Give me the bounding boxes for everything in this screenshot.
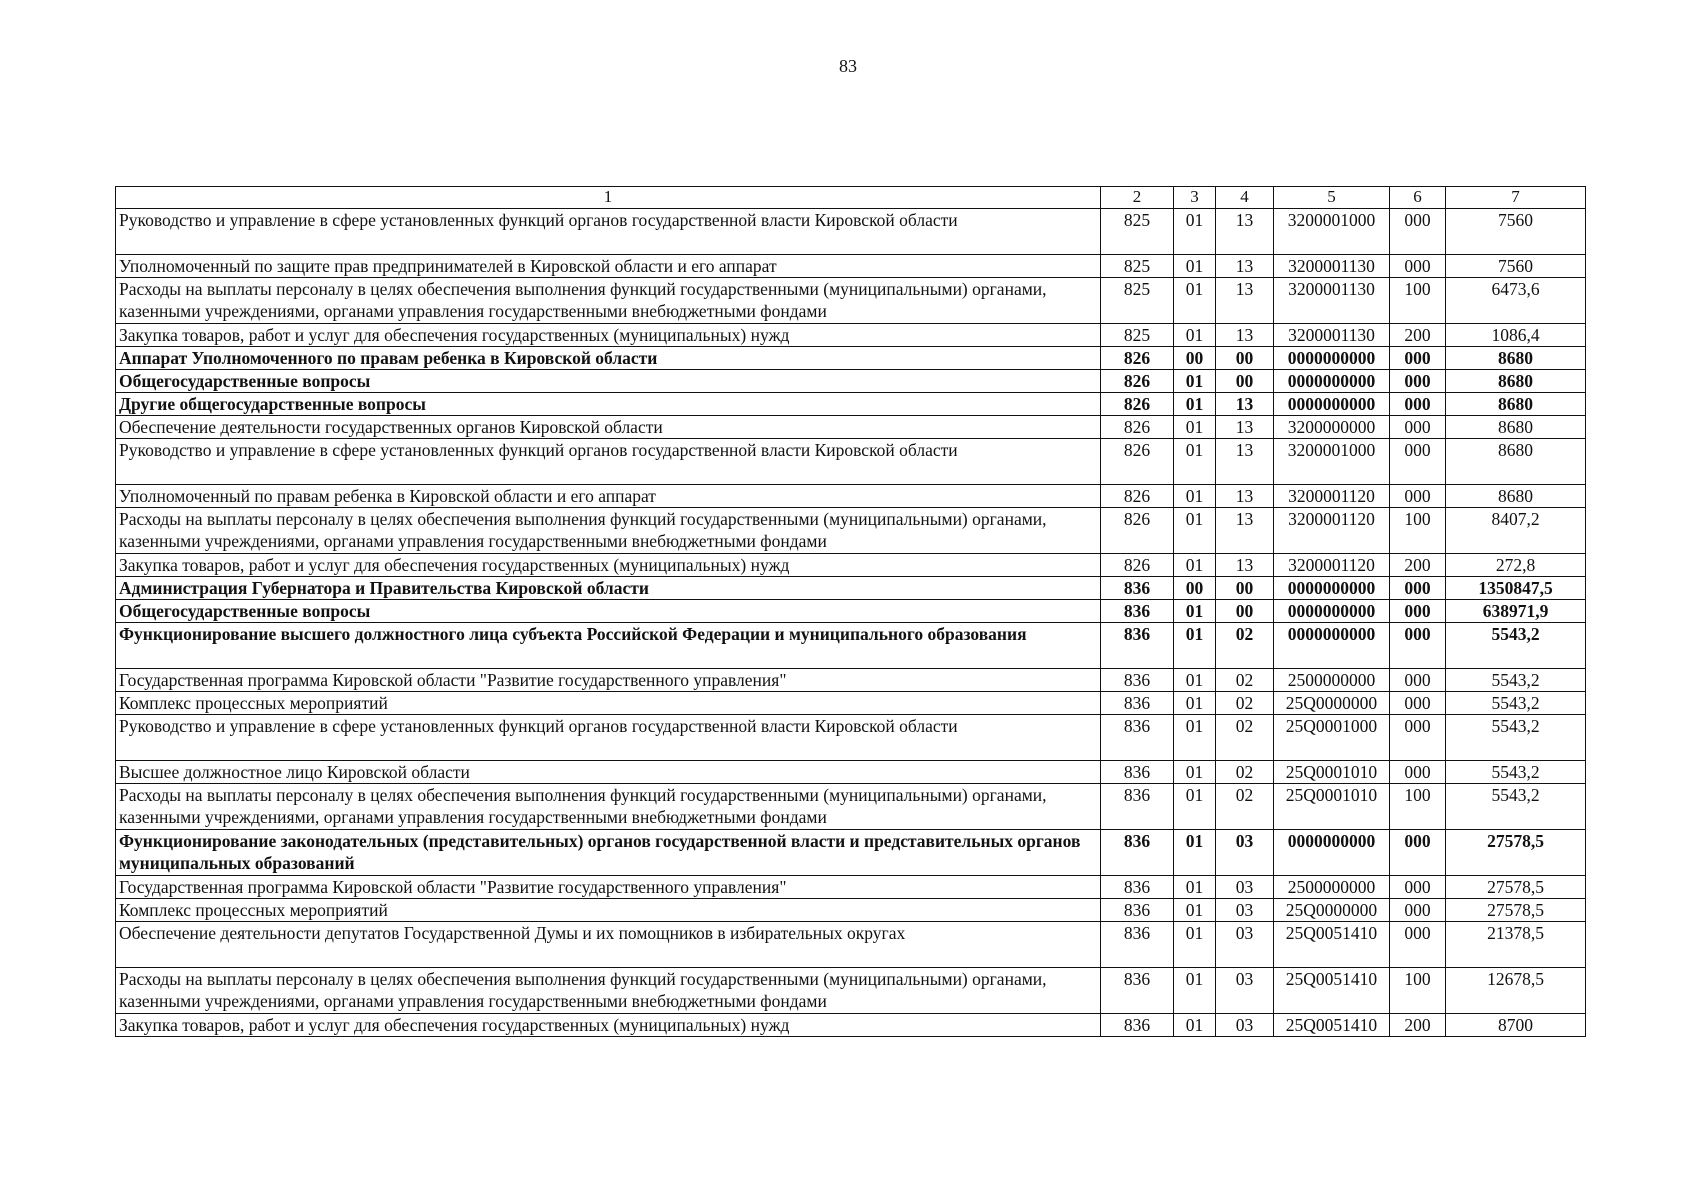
row-name-cell: Общегосударственные вопросы bbox=[116, 600, 1101, 623]
subsection-code-cell: 02 bbox=[1216, 715, 1274, 761]
section-code-cell: 01 bbox=[1174, 830, 1216, 876]
target-article-cell: 0000000000 bbox=[1274, 623, 1390, 669]
table-row bbox=[116, 577, 1586, 600]
chapter-code-cell: 826 bbox=[1101, 508, 1174, 554]
target-article-cell: 2500000000 bbox=[1274, 876, 1390, 899]
section-code-cell: 01 bbox=[1174, 439, 1216, 485]
row-name-cell: Администрация Губернатора и Правительства Кировской области bbox=[116, 577, 1101, 600]
target-article-cell: 0000000000 bbox=[1274, 347, 1390, 370]
table-row bbox=[116, 876, 1586, 899]
table-row bbox=[116, 347, 1586, 370]
chapter-code-cell: 826 bbox=[1101, 416, 1174, 439]
section-code-cell: 01 bbox=[1174, 623, 1216, 669]
amount-cell: 5543,2 bbox=[1446, 623, 1586, 669]
row-name-cell: Обеспечение деятельности депутатов Государственной Думы и их помощников в избирательных округах bbox=[116, 922, 1101, 968]
table-row bbox=[116, 439, 1586, 485]
header-cell: 5 bbox=[1274, 187, 1390, 209]
amount-cell: 5543,2 bbox=[1446, 761, 1586, 784]
section-code-cell: 01 bbox=[1174, 209, 1216, 255]
section-code-cell: 01 bbox=[1174, 508, 1216, 554]
section-code-cell: 01 bbox=[1174, 255, 1216, 278]
subsection-code-cell: 00 bbox=[1216, 577, 1274, 600]
row-name-cell: Высшее должностное лицо Кировской области bbox=[116, 761, 1101, 784]
target-article-cell: 25Q0051410 bbox=[1274, 1014, 1390, 1037]
subsection-code-cell: 02 bbox=[1216, 669, 1274, 692]
section-code-cell: 01 bbox=[1174, 922, 1216, 968]
table-row bbox=[116, 922, 1586, 968]
chapter-code-cell: 836 bbox=[1101, 922, 1174, 968]
section-code-cell: 01 bbox=[1174, 669, 1216, 692]
row-name-cell: Функционирование высшего должностного лица субъекта Российской Федерации и муниципального образования bbox=[116, 623, 1101, 669]
table-row bbox=[116, 485, 1586, 508]
table-row bbox=[116, 278, 1586, 324]
row-name-cell: Расходы на выплаты персоналу в целях обеспечения выполнения функций государственными (муниципальными) органами, казенными учреждениями, органами управления государственными внебюджетными фондами bbox=[116, 508, 1101, 554]
expense-type-cell: 000 bbox=[1390, 577, 1446, 600]
header-cell: 1 bbox=[116, 187, 1101, 209]
expense-type-cell: 200 bbox=[1390, 324, 1446, 347]
row-name-cell: Закупка товаров, работ и услуг для обеспечения государственных (муниципальных) нужд bbox=[116, 554, 1101, 577]
expense-type-cell: 000 bbox=[1390, 830, 1446, 876]
section-code-cell: 01 bbox=[1174, 416, 1216, 439]
expense-type-cell: 000 bbox=[1390, 692, 1446, 715]
chapter-code-cell: 836 bbox=[1101, 692, 1174, 715]
expense-type-cell: 000 bbox=[1390, 209, 1446, 255]
subsection-code-cell: 13 bbox=[1216, 485, 1274, 508]
expense-type-cell: 000 bbox=[1390, 416, 1446, 439]
amount-cell: 5543,2 bbox=[1446, 669, 1586, 692]
target-article-cell: 0000000000 bbox=[1274, 600, 1390, 623]
chapter-code-cell: 826 bbox=[1101, 485, 1174, 508]
amount-cell: 21378,5 bbox=[1446, 922, 1586, 968]
subsection-code-cell: 02 bbox=[1216, 784, 1274, 830]
row-name-cell: Расходы на выплаты персоналу в целях обеспечения выполнения функций государственными (муниципальными) органами, казенными учреждениями, органами управления государственными внебюджетными фондами bbox=[116, 278, 1101, 324]
header-cell: 7 bbox=[1446, 187, 1586, 209]
subsection-code-cell: 13 bbox=[1216, 278, 1274, 324]
section-code-cell: 01 bbox=[1174, 1014, 1216, 1037]
target-article-cell: 3200001130 bbox=[1274, 255, 1390, 278]
table-row bbox=[116, 416, 1586, 439]
section-code-cell: 01 bbox=[1174, 324, 1216, 347]
expense-type-cell: 200 bbox=[1390, 554, 1446, 577]
chapter-code-cell: 826 bbox=[1101, 370, 1174, 393]
section-code-cell: 01 bbox=[1174, 370, 1216, 393]
header-cell: 4 bbox=[1216, 187, 1274, 209]
table-row bbox=[116, 1014, 1586, 1037]
row-name-cell: Руководство и управление в сфере установленных функций органов государственной власти Кировской области bbox=[116, 715, 1101, 761]
chapter-code-cell: 836 bbox=[1101, 715, 1174, 761]
section-code-cell: 01 bbox=[1174, 715, 1216, 761]
table-row bbox=[116, 508, 1586, 554]
chapter-code-cell: 826 bbox=[1101, 439, 1174, 485]
expense-type-cell: 000 bbox=[1390, 485, 1446, 508]
table-row bbox=[116, 784, 1586, 830]
table-row bbox=[116, 255, 1586, 278]
subsection-code-cell: 13 bbox=[1216, 554, 1274, 577]
row-name-cell: Общегосударственные вопросы bbox=[116, 370, 1101, 393]
table-row bbox=[116, 209, 1586, 255]
amount-cell: 7560 bbox=[1446, 255, 1586, 278]
expense-type-cell: 100 bbox=[1390, 278, 1446, 324]
target-article-cell: 25Q0000000 bbox=[1274, 899, 1390, 922]
chapter-code-cell: 825 bbox=[1101, 278, 1174, 324]
chapter-code-cell: 825 bbox=[1101, 255, 1174, 278]
row-name-cell: Комплекс процессных мероприятий bbox=[116, 692, 1101, 715]
target-article-cell: 3200001130 bbox=[1274, 278, 1390, 324]
target-article-cell: 3200001000 bbox=[1274, 439, 1390, 485]
subsection-code-cell: 13 bbox=[1216, 255, 1274, 278]
subsection-code-cell: 00 bbox=[1216, 600, 1274, 623]
section-code-cell: 01 bbox=[1174, 393, 1216, 416]
row-name-cell: Расходы на выплаты персоналу в целях обеспечения выполнения функций государственными (муниципальными) органами, казенными учреждениями, органами управления государственными внебюджетными фондами bbox=[116, 968, 1101, 1014]
target-article-cell: 3200001130 bbox=[1274, 324, 1390, 347]
amount-cell: 27578,5 bbox=[1446, 830, 1586, 876]
expense-type-cell: 200 bbox=[1390, 1014, 1446, 1037]
target-article-cell: 2500000000 bbox=[1274, 669, 1390, 692]
amount-cell: 8680 bbox=[1446, 485, 1586, 508]
amount-cell: 7560 bbox=[1446, 209, 1586, 255]
row-name-cell: Уполномоченный по защите прав предпринимателей в Кировской области и его аппарат bbox=[116, 255, 1101, 278]
amount-cell: 1350847,5 bbox=[1446, 577, 1586, 600]
table-row bbox=[116, 393, 1586, 416]
chapter-code-cell: 836 bbox=[1101, 830, 1174, 876]
header-cell: 3 bbox=[1174, 187, 1216, 209]
chapter-code-cell: 836 bbox=[1101, 600, 1174, 623]
target-article-cell: 0000000000 bbox=[1274, 830, 1390, 876]
header-cell: 2 bbox=[1101, 187, 1174, 209]
amount-cell: 27578,5 bbox=[1446, 876, 1586, 899]
chapter-code-cell: 836 bbox=[1101, 784, 1174, 830]
target-article-cell: 3200001120 bbox=[1274, 508, 1390, 554]
section-code-cell: 01 bbox=[1174, 968, 1216, 1014]
table-row bbox=[116, 968, 1586, 1014]
page-number: 83 bbox=[839, 56, 857, 76]
subsection-code-cell: 03 bbox=[1216, 968, 1274, 1014]
amount-cell: 8680 bbox=[1446, 416, 1586, 439]
amount-cell: 8680 bbox=[1446, 393, 1586, 416]
expense-type-cell: 000 bbox=[1390, 715, 1446, 761]
row-name-cell: Государственная программа Кировской области "Развитие государственного управления" bbox=[116, 876, 1101, 899]
expense-type-cell: 000 bbox=[1390, 393, 1446, 416]
row-name-cell: Закупка товаров, работ и услуг для обеспечения государственных (муниципальных) нужд bbox=[116, 1014, 1101, 1037]
amount-cell: 8680 bbox=[1446, 347, 1586, 370]
subsection-code-cell: 00 bbox=[1216, 347, 1274, 370]
chapter-code-cell: 836 bbox=[1101, 876, 1174, 899]
table-row bbox=[116, 324, 1586, 347]
expense-type-cell: 100 bbox=[1390, 508, 1446, 554]
expense-type-cell: 100 bbox=[1390, 968, 1446, 1014]
subsection-code-cell: 02 bbox=[1216, 761, 1274, 784]
subsection-code-cell: 13 bbox=[1216, 324, 1274, 347]
subsection-code-cell: 13 bbox=[1216, 209, 1274, 255]
subsection-code-cell: 03 bbox=[1216, 922, 1274, 968]
subsection-code-cell: 03 bbox=[1216, 876, 1274, 899]
expense-type-cell: 000 bbox=[1390, 876, 1446, 899]
subsection-code-cell: 13 bbox=[1216, 508, 1274, 554]
expense-type-cell: 000 bbox=[1390, 255, 1446, 278]
row-name-cell: Государственная программа Кировской области "Развитие государственного управления" bbox=[116, 669, 1101, 692]
target-article-cell: 3200001120 bbox=[1274, 485, 1390, 508]
amount-cell: 8680 bbox=[1446, 370, 1586, 393]
section-code-cell: 00 bbox=[1174, 577, 1216, 600]
expense-type-cell: 000 bbox=[1390, 439, 1446, 485]
chapter-code-cell: 836 bbox=[1101, 968, 1174, 1014]
table-row bbox=[116, 830, 1586, 876]
section-code-cell: 01 bbox=[1174, 692, 1216, 715]
target-article-cell: 25Q0001010 bbox=[1274, 784, 1390, 830]
amount-cell: 6473,6 bbox=[1446, 278, 1586, 324]
expense-type-cell: 000 bbox=[1390, 370, 1446, 393]
row-name-cell: Закупка товаров, работ и услуг для обеспечения государственных (муниципальных) нужд bbox=[116, 324, 1101, 347]
section-code-cell: 01 bbox=[1174, 899, 1216, 922]
table-row bbox=[116, 554, 1586, 577]
target-article-cell: 25Q0051410 bbox=[1274, 922, 1390, 968]
chapter-code-cell: 826 bbox=[1101, 393, 1174, 416]
table-row bbox=[116, 761, 1586, 784]
section-code-cell: 01 bbox=[1174, 761, 1216, 784]
subsection-code-cell: 13 bbox=[1216, 439, 1274, 485]
target-article-cell: 0000000000 bbox=[1274, 370, 1390, 393]
header-cell: 6 bbox=[1390, 187, 1446, 209]
amount-cell: 8680 bbox=[1446, 439, 1586, 485]
target-article-cell: 25Q0051410 bbox=[1274, 968, 1390, 1014]
amount-cell: 8407,2 bbox=[1446, 508, 1586, 554]
chapter-code-cell: 836 bbox=[1101, 761, 1174, 784]
table-row bbox=[116, 899, 1586, 922]
row-name-cell: Функционирование законодательных (представительных) органов государственной власти и представительных органов муниципальных образований bbox=[116, 830, 1101, 876]
row-name-cell: Аппарат Уполномоченного по правам ребенка в Кировской области bbox=[116, 347, 1101, 370]
subsection-code-cell: 03 bbox=[1216, 899, 1274, 922]
section-code-cell: 01 bbox=[1174, 485, 1216, 508]
row-name-cell: Комплекс процессных мероприятий bbox=[116, 899, 1101, 922]
target-article-cell: 25Q0001000 bbox=[1274, 715, 1390, 761]
table-row bbox=[116, 600, 1586, 623]
expense-type-cell: 000 bbox=[1390, 899, 1446, 922]
subsection-code-cell: 02 bbox=[1216, 623, 1274, 669]
amount-cell: 5543,2 bbox=[1446, 784, 1586, 830]
target-article-cell: 0000000000 bbox=[1274, 577, 1390, 600]
row-name-cell: Руководство и управление в сфере установленных функций органов государственной власти Кировской области bbox=[116, 209, 1101, 255]
amount-cell: 27578,5 bbox=[1446, 899, 1586, 922]
target-article-cell: 25Q0000000 bbox=[1274, 692, 1390, 715]
chapter-code-cell: 826 bbox=[1101, 347, 1174, 370]
row-name-cell: Расходы на выплаты персоналу в целях обеспечения выполнения функций государственными (муниципальными) органами, казенными учреждениями, органами управления государственными внебюджетными фондами bbox=[116, 784, 1101, 830]
chapter-code-cell: 826 bbox=[1101, 554, 1174, 577]
subsection-code-cell: 13 bbox=[1216, 393, 1274, 416]
budget-table bbox=[115, 186, 1586, 1037]
expense-type-cell: 000 bbox=[1390, 761, 1446, 784]
chapter-code-cell: 836 bbox=[1101, 1014, 1174, 1037]
amount-cell: 8700 bbox=[1446, 1014, 1586, 1037]
expense-type-cell: 000 bbox=[1390, 600, 1446, 623]
expense-type-cell: 000 bbox=[1390, 922, 1446, 968]
table-header-row bbox=[116, 187, 1586, 209]
target-article-cell: 0000000000 bbox=[1274, 393, 1390, 416]
section-code-cell: 01 bbox=[1174, 600, 1216, 623]
row-name-cell: Уполномоченный по правам ребенка в Кировской области и его аппарат bbox=[116, 485, 1101, 508]
target-article-cell: 3200000000 bbox=[1274, 416, 1390, 439]
target-article-cell: 3200001000 bbox=[1274, 209, 1390, 255]
chapter-code-cell: 836 bbox=[1101, 669, 1174, 692]
subsection-code-cell: 02 bbox=[1216, 692, 1274, 715]
subsection-code-cell: 13 bbox=[1216, 416, 1274, 439]
chapter-code-cell: 825 bbox=[1101, 209, 1174, 255]
table-row bbox=[116, 623, 1586, 669]
expense-type-cell: 000 bbox=[1390, 347, 1446, 370]
expense-type-cell: 000 bbox=[1390, 623, 1446, 669]
table-row bbox=[116, 370, 1586, 393]
section-code-cell: 01 bbox=[1174, 278, 1216, 324]
expense-type-cell: 100 bbox=[1390, 784, 1446, 830]
section-code-cell: 01 bbox=[1174, 784, 1216, 830]
row-name-cell: Руководство и управление в сфере установленных функций органов государственной власти Кировской области bbox=[116, 439, 1101, 485]
amount-cell: 5543,2 bbox=[1446, 692, 1586, 715]
row-name-cell: Другие общегосударственные вопросы bbox=[116, 393, 1101, 416]
table-row bbox=[116, 715, 1586, 761]
chapter-code-cell: 825 bbox=[1101, 324, 1174, 347]
expense-type-cell: 000 bbox=[1390, 669, 1446, 692]
amount-cell: 638971,9 bbox=[1446, 600, 1586, 623]
subsection-code-cell: 03 bbox=[1216, 1014, 1274, 1037]
section-code-cell: 01 bbox=[1174, 554, 1216, 577]
subsection-code-cell: 03 bbox=[1216, 830, 1274, 876]
chapter-code-cell: 836 bbox=[1101, 623, 1174, 669]
target-article-cell: 3200001120 bbox=[1274, 554, 1390, 577]
table-row bbox=[116, 669, 1586, 692]
row-name-cell: Обеспечение деятельности государственных органов Кировской области bbox=[116, 416, 1101, 439]
table-row bbox=[116, 692, 1586, 715]
chapter-code-cell: 836 bbox=[1101, 899, 1174, 922]
section-code-cell: 00 bbox=[1174, 347, 1216, 370]
amount-cell: 1086,4 bbox=[1446, 324, 1586, 347]
amount-cell: 272,8 bbox=[1446, 554, 1586, 577]
amount-cell: 12678,5 bbox=[1446, 968, 1586, 1014]
subsection-code-cell: 00 bbox=[1216, 370, 1274, 393]
chapter-code-cell: 836 bbox=[1101, 577, 1174, 600]
amount-cell: 5543,2 bbox=[1446, 715, 1586, 761]
section-code-cell: 01 bbox=[1174, 876, 1216, 899]
target-article-cell: 25Q0001010 bbox=[1274, 761, 1390, 784]
